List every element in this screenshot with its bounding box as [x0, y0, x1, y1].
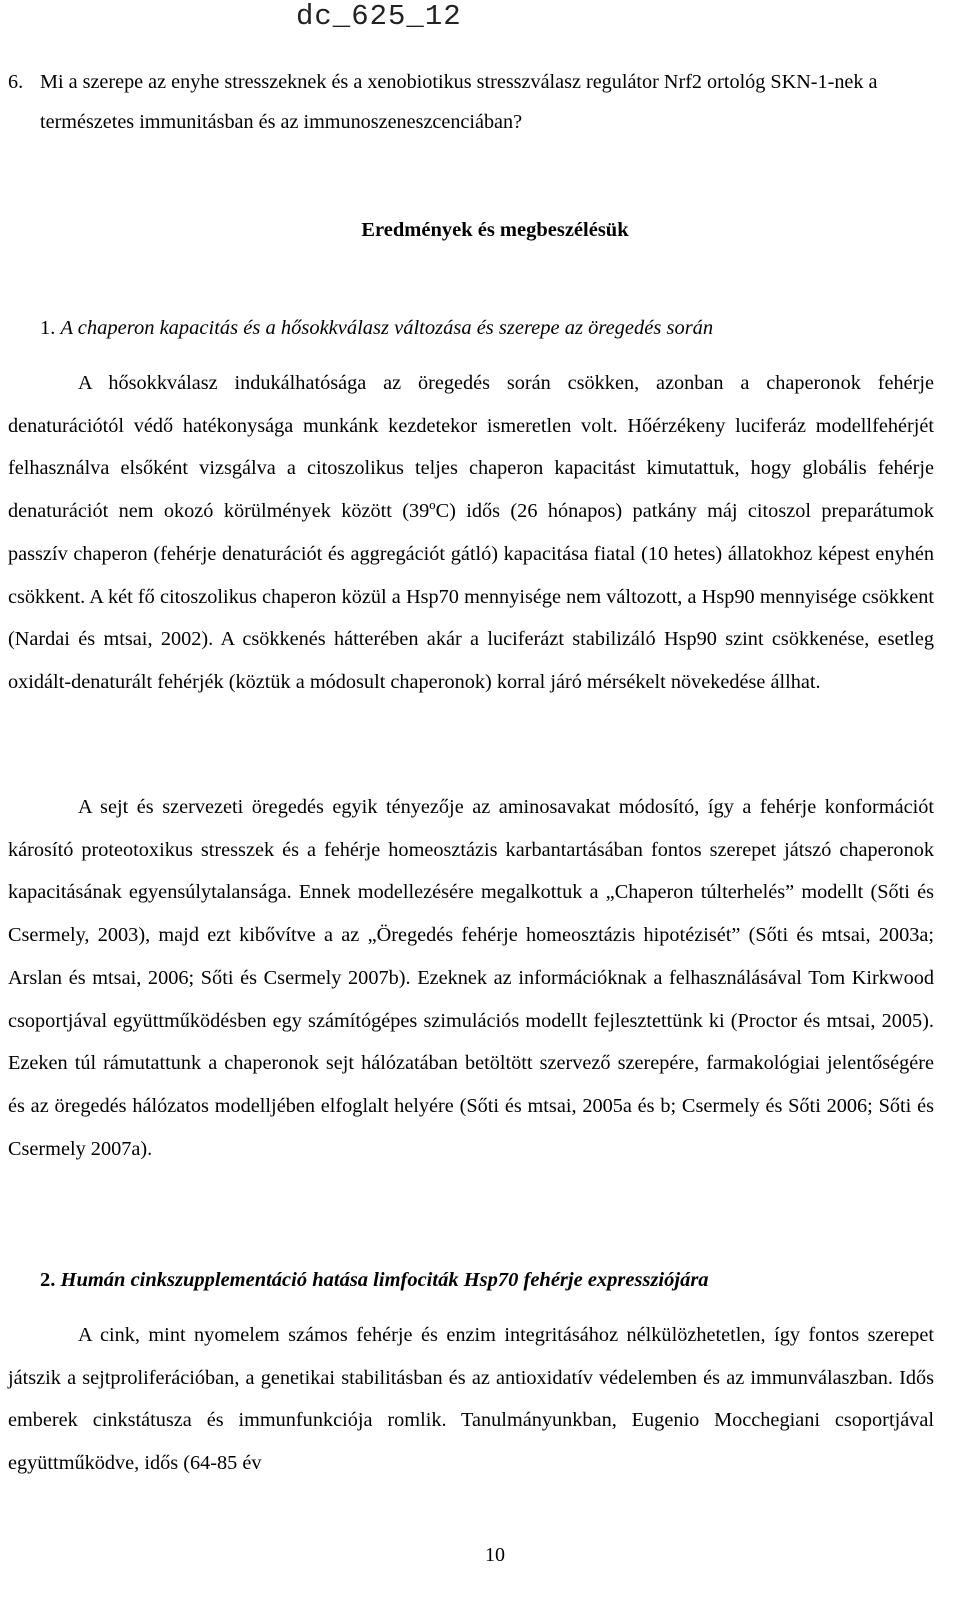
- section-1-number: 1.: [40, 317, 56, 339]
- section-1-title: A chaperon kapacitás és a hősokkválasz változása és szerepe az öregedés során: [60, 317, 714, 339]
- research-question: [8, 62, 938, 142]
- section-2-paragraph-1: A cink, mint nyomelem számos fehérje és enzim integritásához nélkülözhetetlen, így fontos szerepet játszik a sejtproliferációban, a genetikai stabilitásban és az antioxidatív védelemben és az immunválaszban. Idős emberek cinkstátusza és immunfunkciója romlik. Tanulmányunkban, Eugenio Mocchegiani csoportjával együttműködve, idős (64-85 év: [8, 1324, 934, 1475]
- section-2-number: 2.: [40, 1269, 56, 1291]
- section-2-heading: [40, 1260, 709, 1300]
- section-1-heading: [40, 308, 713, 348]
- section-1-paragraph-2: A sejt és szervezeti öregedés egyik tényezője az aminosavakat módosító, így a fehérje konformációt károsító proteotoxikus stresszek és a fehérje homeosztázis karbantartásában fontos szerepet játszó chaperonok kapacitásának egyensúlytalansága. Ennek modellezésére megalkottuk a „Chaperon túlterhelés” modellt (Sőti és Csermely, 2003), majd ezt kibővítve a az „Öregedés fehérje homeosztázis hipotézisét” (Sőti és mtsai, 2003a; Arslan és mtsai, 2006; Sőti és Csermely 2007b). Ezeknek az információknak a felhasználásával Tom Kirkwood csoportjával együttműködésben egy számítógépes szimulációs modellt fejlesztettünk ki (Proctor és mtsai, 2005). Ezeken túl rámutattunk a chaperonok sejt hálózatában betöltött szervező szerepére, farmakológiai jelentőségére és az öregedés hálózatos modelljében elfoglalt helyére (Sőti és mtsai, 2005a és b; Csermely és Sőti 2006; Sőti és Csermely 2007a).: [8, 796, 934, 1160]
- document-id: dc_625_12: [296, 0, 462, 33]
- question-text: Mi a szerepe az enyhe stresszeknek és a xenobiotikus stresszválasz regulátor Nrf2 ortológ SKN-1-nek a természetes immunitásban és az immunoszeneszcenciában?: [40, 71, 878, 133]
- section-2-title: Humán cinkszupplementáció hatása limfociták Hsp70 fehérje expressziójára: [60, 1269, 709, 1291]
- question-number: 6.: [8, 71, 24, 93]
- results-heading: Eredmények és megbeszélésük: [361, 219, 629, 241]
- page-number: 10: [485, 1544, 505, 1566]
- section-1-paragraph-1: A hősokkválasz indukálhatósága az öregedés során csökken, azonban a chaperonok fehérje denaturációtól védő hatékonysága munkánk kezdetekor ismeretlen volt. Hőérzékeny luciferáz modellfehérjét felhasználva elsőként vizsgálva a citoszolikus teljes chaperon kapacitást kimutattuk, hogy globális fehérje denaturációt nem okozó körülmények között (39ºC) idős (26 hónapos) patkány máj citoszol preparátumok passzív chaperon (fehérje denaturációt és aggregációt gátló) kapacitása fiatal (10 hetes) állatokhoz képest enyhén csökkent. A két fő citoszolikus chaperon közül a Hsp70 mennyisége nem változott, a Hsp90 mennyisége csökkent (Nardai és mtsai, 2002). A csökkenés hátterében akár a luciferázt stabilizáló Hsp90 szint csökkenése, esetleg oxidált-denaturált fehérjék (köztük a módosult chaperonok) korral járó mérsékelt növekedése állhat.: [8, 372, 934, 693]
